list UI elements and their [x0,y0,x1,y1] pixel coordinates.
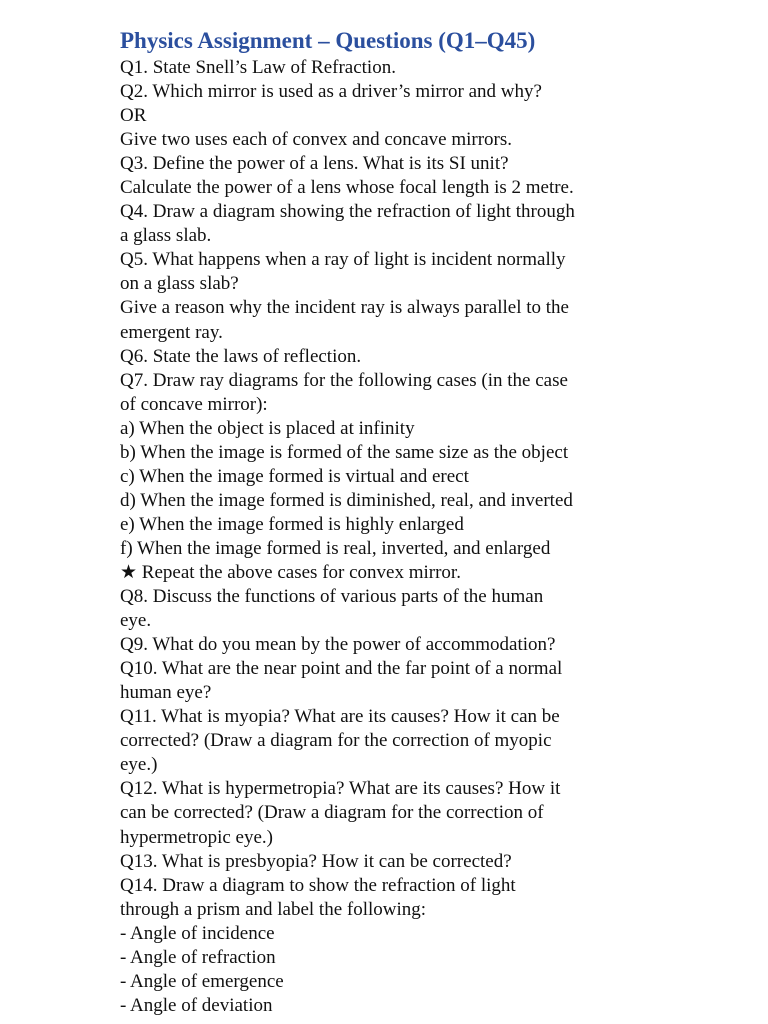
text-line: OR [120,105,147,127]
text-line: eye.) [120,754,158,776]
text-line: a glass slab. [120,225,212,247]
text-line: human eye? [120,682,212,704]
text-line: Give a reason why the incident ray is always parallel to the [120,297,569,319]
text-line: Q6. State the laws of reflection. [120,345,362,367]
text-line: Q3. Define the power of a lens. What is its SI unit? [120,153,509,175]
text-line: hypermetropic eye.) [120,826,273,848]
text-line: Q1. State Snell’s Law of Refraction. [120,57,396,78]
text-line: - Angle of incidence [120,922,275,944]
text-line: Give two uses each of convex and concave mirrors. [120,129,512,151]
text-line: a) When the object is placed at infinity [120,417,415,439]
text-line: - Angle of refraction [120,946,276,968]
text-line: - Angle of emergence [120,970,284,992]
text-line: Q4. Draw a diagram showing the refraction of light through [120,201,575,223]
text-line: Q8. Discuss the functions of various parts of the human [120,586,544,608]
text-line: Q9. What do you mean by the power of accommodation? [120,634,556,656]
text-line: corrected? (Draw a diagram for the correction of myopic [120,730,552,752]
text-line: can be corrected? (Draw a diagram for the correction of [120,802,544,824]
text-line: Q14. Draw a diagram to show the refraction of light [120,874,516,896]
text-line: Q5. What happens when a ray of light is incident normally [120,249,566,271]
text-line: Q11. What is myopia? What are its causes? How it can be [120,706,560,728]
text-line: of concave mirror): [120,393,268,415]
text-line: Q13. What is presbyopia? How it can be corrected? [120,850,512,872]
text-line: f) When the image formed is real, inverted, and enlarged [120,537,551,559]
text-line: through a prism and label the following: [120,898,427,920]
text-line: c) When the image formed is virtual and erect [120,465,469,487]
text-line: Calculate the power of a lens whose focal length is 2 metre. [120,177,574,199]
text-line: e) When the image formed is highly enlarged [120,513,464,535]
text-line: Q10. What are the near point and the far point of a normal [120,658,563,680]
text-line: ★ Repeat the above cases for convex mirror. [120,561,461,583]
text-line: Q12. What is hypermetropia? What are its causes? How it [120,778,561,800]
text-line: on a glass slab? [120,273,239,295]
text-line: emergent ray. [120,321,223,343]
question-list [120,56,680,1018]
text-line: eye. [120,610,152,632]
text-line: d) When the image formed is diminished, real, and inverted [120,489,573,511]
text-line: b) When the image is formed of the same size as the object [120,441,569,463]
text-line: Q2. Which mirror is used as a driver’s mirror and why? [120,81,542,103]
text-line: - Angle of deviation [120,994,273,1016]
document-title: Physics Assignment – Questions (Q1–Q45) [120,28,536,53]
document-page [120,26,680,1018]
text-line: Q7. Draw ray diagrams for the following cases (in the case [120,369,568,391]
